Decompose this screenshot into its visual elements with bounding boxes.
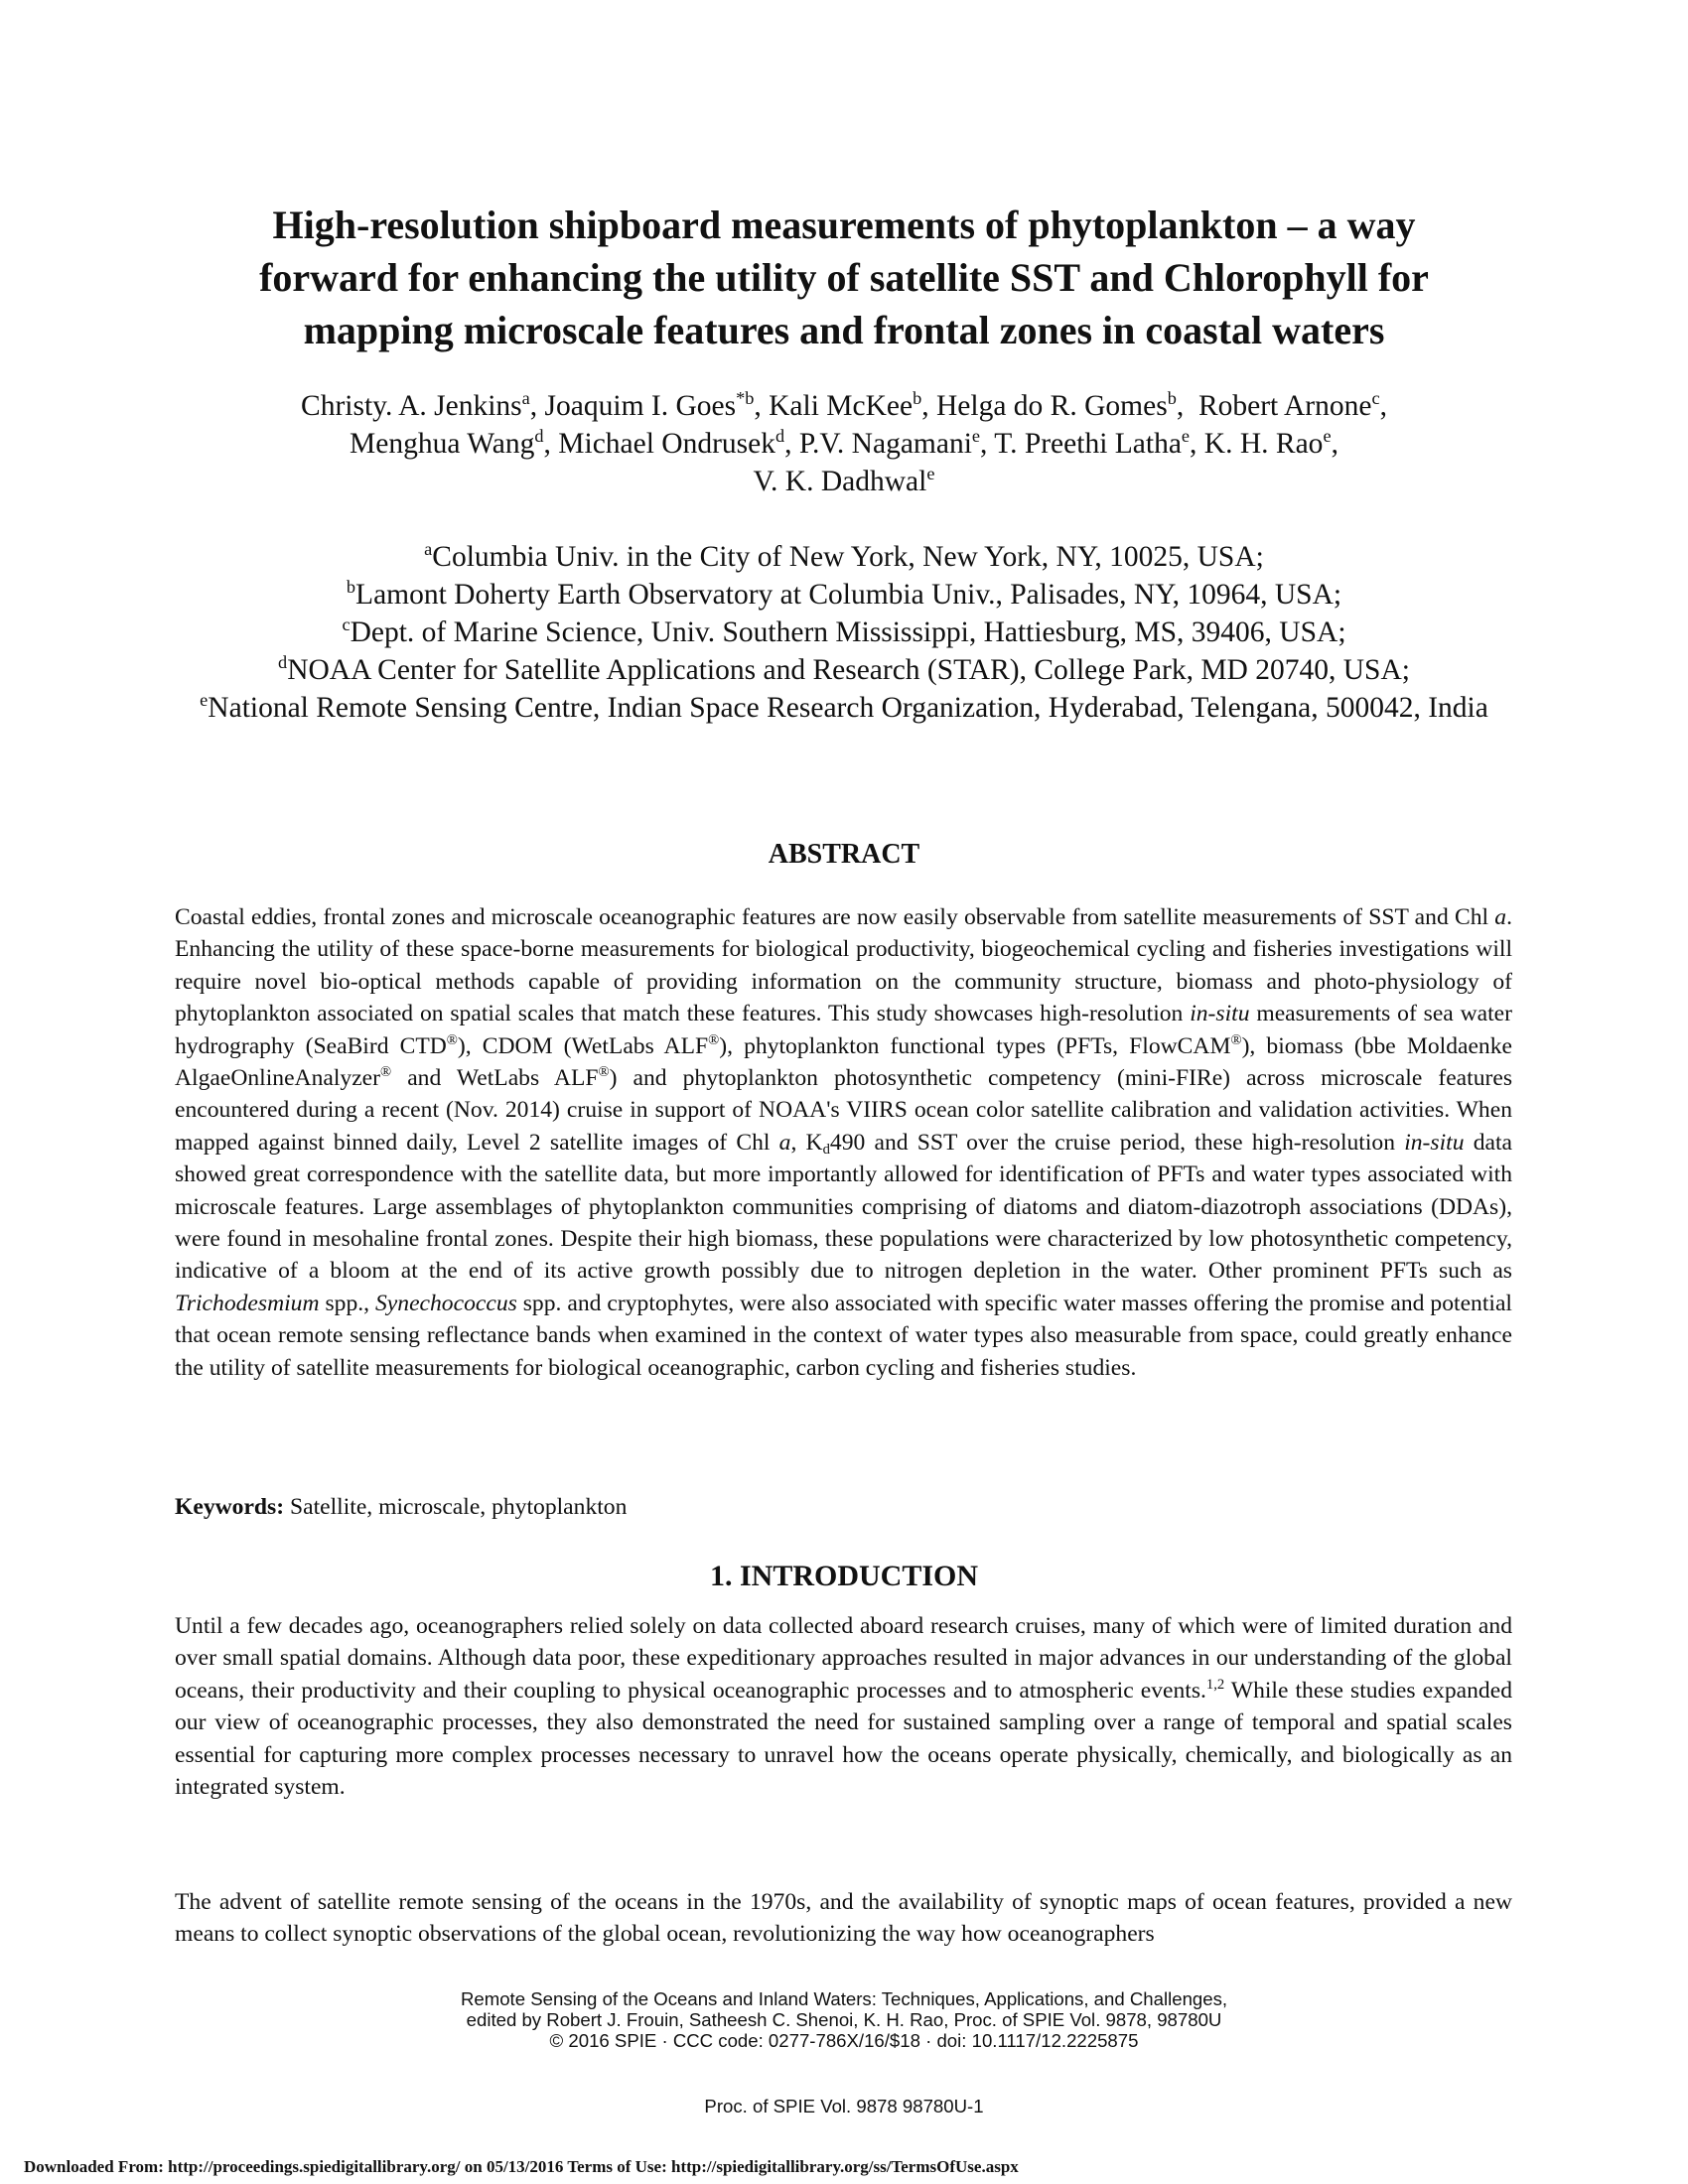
- keywords-label: Keywords:: [175, 1494, 285, 1520]
- registered-mark: ®: [598, 1064, 610, 1081]
- affiliation-text: Columbia Univ. in the City of New York, New York, NY, 10025, USA;: [432, 541, 1264, 573]
- author-affiliation-mark: b: [913, 388, 922, 409]
- abstract-text: spp.,: [319, 1290, 375, 1316]
- abstract-italic: in-situ: [1404, 1129, 1465, 1156]
- author-name: Joaquim I. Goes: [544, 390, 737, 422]
- author-affiliation-mark: *b: [736, 388, 755, 409]
- author-line: Christy. A. Jenkins$^a$, Joaquim I. Goes$^{*b}$, Kali McKee$^b$, Helga do R. Gomes$^b$, Robert Arnone$^c$,: [301, 388, 1387, 422]
- page-number: Proc. of SPIE Vol. 9878 98780U-1: [704, 2096, 984, 2116]
- author-affiliation-mark: c: [1371, 388, 1380, 409]
- citation-line: © 2016 SPIE · CCC code: 0277-786X/16/$18 · doi: 10.1117/12.2225875: [549, 2030, 1139, 2051]
- abstract-text: spp. and cryptophytes, were also associated with specific water masses offering the promise and potential that ocean remote sensing reflectance bands when examined in the context of water types also measurable from space, could greatly enhance the utility of satellite measurements for biological oceanographic, carbon cycling and fisheries studies.: [175, 1290, 1512, 1381]
- abstract-text: measurements of sea water hydrography (SeaBird CTD: [175, 1001, 1512, 1059]
- author-name: Robert Arnone: [1197, 390, 1372, 422]
- author-name: Michael Ondrusek: [558, 428, 776, 460]
- section-heading-introduction: 1. INTRODUCTION: [709, 1560, 979, 1592]
- author-affiliation-mark: a: [521, 388, 530, 409]
- affiliation-mark: b: [346, 577, 356, 598]
- abstract-text: data showed great correspondence with the satellite data, but more importantly allowed for identification of PFTs and water types associated with microscale features. Large assemblages of phytoplankton communities comprising of diatoms and diatom-diazotroph associations (DDAs), were found in mesohaline frontal zones. Despite their high biomass, these populations were characterized by low photosynthetic competency, indicative of a bloom at the end of its active growth possibly due to nitrogen depletion in the water. Other prominent PFTs such as: [175, 1129, 1513, 1285]
- author-name: Christy. A. Jenkins: [301, 390, 522, 422]
- author-affiliation-mark: d: [534, 426, 544, 447]
- registered-mark: ®: [1230, 1031, 1242, 1048]
- introduction-paragraph: [175, 1610, 1512, 1803]
- author-affiliation-mark: e: [971, 426, 981, 447]
- citation-line: edited by Robert J. Frouin, Satheesh C. Shenoi, K. H. Rao, Proc. of SPIE Vol. 9878, 98780U: [466, 2009, 1222, 2030]
- abstract-text: 490 and SST over the cruise period, these high-resolution: [829, 1129, 1405, 1156]
- abstract-italic: Synechococcus: [375, 1290, 517, 1316]
- keywords-text: Satellite, microscale, phytoplankton: [284, 1494, 628, 1520]
- title-line: forward for enhancing the utility of satellite SST and Chlorophyll for: [259, 255, 1429, 300]
- citation-line: Remote Sensing of the Oceans and Inland Waters: Techniques, Applications, and Challenges,: [460, 1988, 1228, 2009]
- introduction-paragraph: The advent of satellite remote sensing of the oceans in the 1970s, and the availability of synoptic maps of ocean features, provided a new means to collect synoptic observations of the global ocean, revolutionizing the way how oceanographers: [175, 1889, 1512, 1948]
- affiliation-text: Lamont Doherty Earth Observatory at Columbia Univ., Palisades, NY, 10964, USA;: [355, 579, 1342, 611]
- title-line: mapping microscale features and frontal zones in coastal waters: [303, 308, 1385, 352]
- affiliation-text: NOAA Center for Satellite Applications and Research (STAR), College Park, MD 20740, USA;: [287, 654, 1410, 686]
- author-line: [149, 463, 1539, 500]
- author-name: P.V. Nagamani: [798, 428, 972, 460]
- abstract-text: and WetLabs ALF: [391, 1065, 599, 1092]
- affiliation-text: National Remote Sensing Centre, Indian Space Research Organization, Hyderabad, Telengana, 500042, India: [208, 692, 1488, 724]
- author-affiliation-mark: e: [1323, 426, 1332, 447]
- affiliation-list: [149, 538, 1539, 727]
- registered-mark: ®: [446, 1031, 458, 1048]
- citation-ref: 1,2: [1205, 1677, 1225, 1694]
- abstract-italic: a: [778, 1129, 791, 1156]
- affiliation: [149, 576, 1539, 614]
- affiliation: [149, 651, 1539, 689]
- author-name: V. K. Dadhwal: [753, 466, 927, 497]
- keywords: [175, 1491, 1512, 1523]
- abstract-text: Coastal eddies, frontal zones and microscale oceanographic features are now easily observable from satellite measurements of SST and Chl: [175, 904, 1495, 930]
- subscript: d: [822, 1142, 830, 1159]
- abstract-text: . Enhancing the utility of these space-borne measurements for biological productivity, biogeochemical cycling and fisheries investigations will require novel bio-optical methods capable of providing information on the community structure, biomass and photo-physiology of phytoplankton associated on spatial scales that match these features. This study showcases high-resolution: [175, 904, 1512, 1027]
- title-line: High-resolution shipboard measurements of phytoplankton – a way: [272, 203, 1416, 247]
- affiliation-text: Dept. of Marine Science, Univ. Southern Mississippi, Hattiesburg, MS, 39406, USA;: [350, 616, 1346, 648]
- abstract-heading: ABSTRACT: [768, 839, 920, 870]
- abstract-text: ), CDOM (WetLabs ALF: [457, 1032, 709, 1059]
- abstract-body: [175, 901, 1512, 1384]
- abstract-text: ) and phytoplankton photosynthetic competency (mini-FIRe) across microscale features encountered during a recent (Nov. 2014) cruise in support of NOAA's VIIRS ocean color satellite calibration and validation activities. When mapped against binned daily, Level 2 satellite images of Chl: [175, 1065, 1513, 1156]
- affiliation-mark: d: [278, 652, 288, 673]
- author-name: Helga do R. Gomes: [936, 390, 1168, 422]
- author-name: Menghua Wang: [350, 428, 535, 460]
- affiliation-mark: a: [424, 539, 433, 560]
- body-text: While these studies expanded our view of oceanographic processes, they also demonstrated the need for sustained sampling over a range of temporal and spatial scales essential for capturing more complex processes necessary to unravel how the oceans operate physically, chemically, and biologically as an integrated system.: [175, 1677, 1512, 1801]
- registered-mark: ®: [380, 1064, 392, 1081]
- abstract-text: ), biomass (bbe Moldaenke AlgaeOnlineAnalyzer: [175, 1032, 1512, 1092]
- affiliation: [149, 689, 1539, 727]
- author-affiliation-mark: d: [775, 426, 785, 447]
- registered-mark: ®: [708, 1031, 720, 1048]
- abstract-italic: a: [1494, 904, 1507, 930]
- author-affiliation-mark: e: [1181, 426, 1191, 447]
- affiliation: [149, 614, 1539, 651]
- abstract-italic: Trichodesmium: [175, 1290, 320, 1316]
- abstract-text: ), phytoplankton functional types (PFTs, FlowCAM: [719, 1032, 1231, 1059]
- affiliation: [149, 538, 1539, 576]
- author-name: T. Preethi Latha: [994, 428, 1182, 460]
- download-notice: Downloaded From: http://proceedings.spiedigitallibrary.org/ on 05/13/2016 Terms of Use: http://spiedigitallibrary.org/ss/TermsOfUse.aspx: [24, 2157, 1019, 2176]
- author-line: Menghua Wang$^d$, Michael Ondrusek$^d$, P.V. Nagamani$^e$, T. Preethi Latha$^e$, K. H. Rao$^e$,: [350, 426, 1338, 460]
- author-name: Kali McKee: [769, 390, 914, 422]
- body-text: Until a few decades ago, oceanographers relied solely on data collected aboard research cruises, many of which were of limited duration and over small spatial domains. Although data poor, these expeditionary approaches resulted in major advances in our understanding of the global oceans, their productivity and their coupling to physical oceanographic processes and to atmospheric events.: [175, 1613, 1512, 1704]
- abstract-italic: in-situ: [1190, 1001, 1250, 1027]
- affiliation-mark: e: [200, 690, 209, 711]
- paper-title: [149, 199, 1539, 356]
- affiliation-mark: c: [342, 614, 351, 635]
- author-affiliation-mark: b: [1167, 388, 1177, 409]
- footer-citation: [149, 1988, 1539, 2051]
- author-affiliation-mark: e: [926, 464, 935, 484]
- abstract-text: , K: [790, 1129, 823, 1156]
- author-list: [149, 387, 1539, 500]
- author-name: K. H. Rao: [1203, 428, 1324, 460]
